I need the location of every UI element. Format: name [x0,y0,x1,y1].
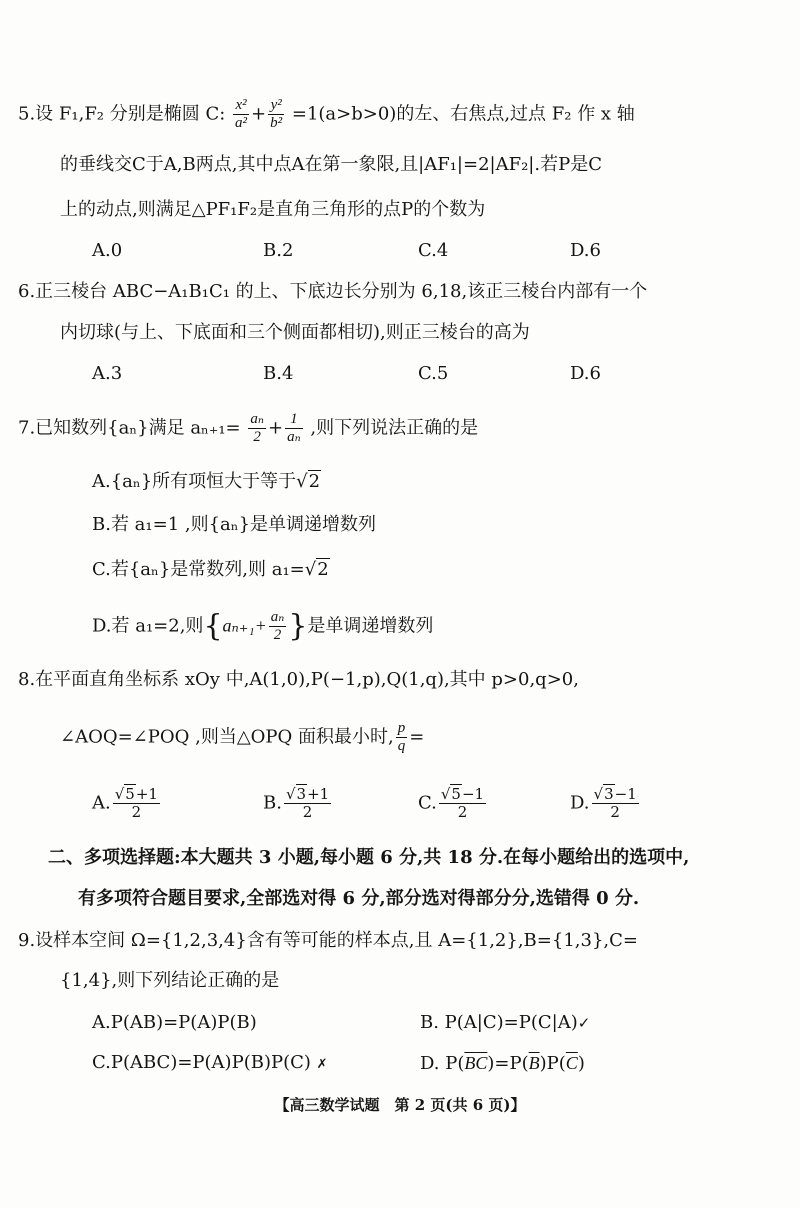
q5-x-fraction [233,97,249,132]
q8-option-a: A. $\frac{√5+1}{2}$ [92,785,158,821]
q9-option-d: D. $P(\overline{B}\overline{C})=P(\overline{B})P(\overline{C})$ [420,1053,585,1074]
q7-option-a [92,469,321,495]
q9-line1: 9.设样本空间 Ω={1,2,3,4}含有等可能的样本点,且 A={1,2},B={1,3},C= [18,930,638,951]
q7-fraction-an-over-2 [248,411,266,446]
sqrt-symbol: √3 [593,785,614,803]
q6-line2: 内切球(与上、下底面和三个侧面都相切),则正三棱台的高为 [60,322,530,343]
q7-option-d-fraction: $\frac{\text{aₙ}}{2}$ [270,609,285,643]
q8-line2: ∠AOQ=∠POQ ,则当△OPQ 面积最小时, $\frac{p}{q}$ = [60,720,425,754]
page-footer: 【高三数学试题 第 2 页(共 6 页)】 [274,1096,526,1114]
sqrt-symbol: √5 [440,785,461,803]
q7-option-d: D.若 a₁=2,则{aₙ₊₁+ $\frac{\text{aₙ}}{2}$ }是单调递增数列 [92,608,434,644]
q8-line2-text: ∠AOQ=∠POQ ,则当△OPQ 面积最小时, [60,726,394,748]
q8-line1: 8.在平面直角坐标系 xOy 中,A(1,0),P(−1,p),Q(1,q),其中 p>0,q>0, [18,669,579,690]
q6-option-a: A.3 [92,363,123,384]
sqrt-symbol: √3 [285,785,307,803]
q7-stem-start: 7.已知数列{aₙ}满足 aₙ₊₁= [18,417,241,439]
q7-f2-numerator: 1 [285,411,303,429]
cross-mark-icon: ✗ [316,1057,328,1072]
q9-line2: {1,4},则下列结论正确的是 [60,970,280,991]
q8-p-over-q: $\frac{p}{q}$ [397,720,406,754]
q5-option-c: C.4 [418,240,449,261]
q5-y-denominator: b² [270,115,283,131]
q7-option-b: B.若 a₁=1 ,则{aₙ}是单调递增数列 [92,514,377,535]
q5-line3: 上的动点,则满足△PF₁F₂是直角三角形的点P的个数为 [60,199,486,220]
q5-x-denominator: a² [235,115,248,131]
q5-y-fraction [268,97,284,132]
q5-x-numerator: x² [233,97,249,115]
q6-option-b: B.4 [263,363,294,384]
q5-plus: + [251,103,267,125]
check-mark-icon: ✓ [577,1014,591,1032]
q7-option-c-text: C.若{aₙ}是常数列,则 a₁= [92,559,305,580]
q7-option-a-text: A.{aₙ}所有项恒大于等于 [92,471,297,492]
q6-option-c: C.5 [418,363,449,384]
q6-option-d: D.6 [570,363,601,384]
section2-heading-line1: 二、多项选择题:本大题共 3 小题,每小题 6 分,共 18 分.在每小题给出的选项中, [48,847,690,868]
q7-stem [18,411,478,446]
q7-option-d-text-start: D.若 a₁=2,则 [92,615,204,637]
q7-option-c [92,557,330,583]
sqrt-symbol: √5 [114,785,135,803]
q5-stem-start: 5.设 F₁,F₂ 分别是椭圆 C: [18,103,226,125]
q8-option-d: D. $\frac{√3-1}{2}$ [570,785,637,821]
q8-option-c: C. $\frac{√5-1}{2}$ [418,785,485,821]
q7-f1-numerator: aₙ [250,411,264,427]
q9-option-b: B. P(A|C)=P(C|A)✓ [420,1012,591,1033]
q6-line1: 6.正三棱台 ABC−A₁B₁C₁ 的上、下底边长分别为 6,18,该正三棱台内部有一个 [18,281,648,302]
q9-option-a: A.P(AB)=P(A)P(B) [92,1012,257,1033]
q5-stem-rest: =1(a>b>0)的左、右焦点,过点 F₂ 作 x 轴 [291,103,635,125]
q7-option-d-text-end: 是单调递增数列 [307,615,434,637]
q9-option-c: C.P(ABC)=P(A)P(B)P(C) ✗ [92,1052,328,1073]
q5-option-b: B.2 [263,240,294,261]
sqrt-symbol: √2 [296,471,321,492]
q7-plus: + [267,417,284,439]
q7-option-d-inner: aₙ₊₁+ [222,615,267,636]
section2-heading-line2: 有多项符合题目要求,全部选对得 6 分,部分选对得部分分,选错得 0 分. [78,888,640,909]
q5-option-a: A.0 [92,240,123,261]
q7-f2-denominator: aₙ [287,429,301,445]
q7-fraction-1-over-an [285,411,303,446]
q7-stem-end: ,则下列说法正确的是 [310,417,479,439]
q5-option-d: D.6 [570,240,601,261]
sqrt-symbol: √2 [304,559,329,580]
q7-f1-denominator: 2 [253,429,261,445]
q8-option-b: B. $\frac{√3+1}{2}$ [263,785,330,821]
q5-y-numerator: y² [268,97,284,115]
q5-line2: 的垂线交C于A,B两点,其中点A在第一象限,且|AF₁|=2|AF₂|.若P是C [60,154,602,175]
q5-line1 [18,97,635,132]
